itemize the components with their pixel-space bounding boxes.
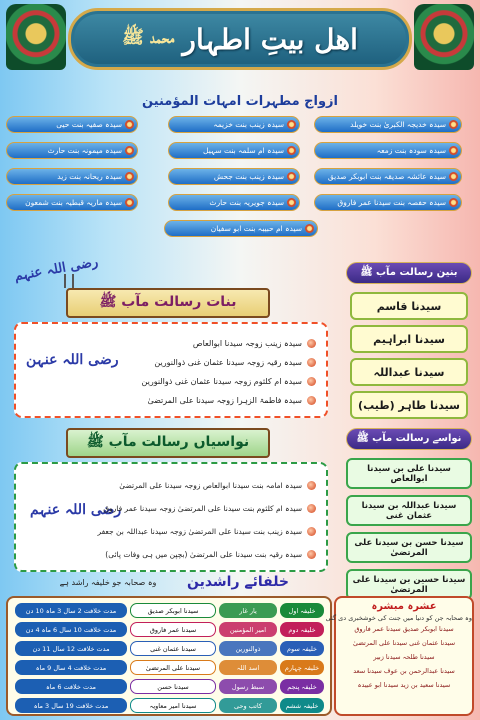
daughter-name: سیدہ ام کلثوم زوجہ سیدنا عثمان غنی ذوالنورین — [141, 377, 302, 386]
bullet-icon — [449, 120, 458, 129]
wife-name: سیدہ میمونہ بنت حارث — [47, 146, 122, 155]
daughter-name: سیدہ زینب زوجہ سیدنا ابوالعاص — [192, 339, 302, 348]
daughter-item — [106, 372, 316, 391]
wives-grid — [0, 116, 480, 276]
wife-name: سیدہ سودہ بنت زمعہ — [376, 146, 446, 155]
bullet-icon — [125, 198, 134, 207]
wife-item — [168, 194, 300, 211]
bullet-icon — [449, 198, 458, 207]
grandsons-list — [346, 458, 472, 606]
page-title: اهل بیتِ اطہار — [182, 22, 358, 56]
bullet-icon — [307, 396, 316, 405]
wife-name: سیدہ زینب بنت جحش — [213, 172, 284, 181]
son-card: سیدنا طاہر (طیب) — [350, 391, 468, 419]
daughter-item — [106, 334, 316, 353]
granddaughter-item — [76, 474, 316, 497]
khulafa-rank: خلیفہ دوم — [280, 622, 324, 637]
bullet-icon — [307, 339, 316, 348]
bullet-icon — [287, 172, 296, 181]
daughter-name: سیدہ رقیہ زوجہ سیدنا عثمان غنی ذوالنورین — [154, 358, 302, 367]
khulafa-title: خلفائے راشدین — [186, 574, 290, 590]
wife-item — [6, 194, 138, 211]
wife-item — [6, 116, 138, 133]
ashra-line: سیدنا ابوبکر صدیق سیدنا عمر فاروق — [354, 625, 454, 633]
son-card: سیدنا عبداللہ — [350, 358, 468, 386]
ashra-line: سیدنا طلحہ سیدنا زبیر — [373, 653, 435, 661]
wife-name: سیدہ ماریہ قبطیہ بنت شمعون — [25, 198, 122, 207]
bullet-icon — [449, 146, 458, 155]
wife-item — [6, 142, 138, 159]
wife-item — [164, 220, 318, 237]
daughter-item — [106, 391, 316, 410]
khulafa-row — [10, 621, 324, 638]
bullet-icon — [307, 481, 316, 490]
calligraphy-1: رضی اللہ عنہم — [13, 254, 100, 285]
subtitle: ازواج مطہرات امہات المؤمنین — [142, 94, 338, 109]
khulafa-name: سیدنا ابوبکر صدیق — [130, 603, 216, 618]
bullet-icon — [287, 198, 296, 207]
ashra-line: سیدنا عبدالرحمن بن عوف سیدنا سعد — [353, 667, 455, 675]
grandson-card: سیدنا حسن بن سیدنا علی المرتضیٰ — [346, 532, 472, 563]
daughter-item — [106, 353, 316, 372]
khulafa-name: سیدنا امیر معاویہ — [130, 698, 216, 713]
khulafa-term: مدت خلافت 12 سال 11 دن — [15, 641, 127, 656]
bullet-icon — [307, 358, 316, 367]
khulafa-row — [10, 697, 324, 714]
bullet-icon — [287, 146, 296, 155]
khulafa-rank: خلیفہ اول — [280, 603, 324, 618]
bullet-icon — [125, 120, 134, 129]
granddaughters-list — [76, 474, 316, 566]
granddaughter-item — [76, 497, 316, 520]
daughter-name: سیدہ فاطمۃ الزہرا زوجہ سیدنا علی المرتضیٰ — [147, 396, 302, 405]
khulafa-title: کاتب وحی — [219, 698, 277, 713]
khulafa-rank: خلیفہ پنجم — [280, 679, 324, 694]
granddaughter-name: سیدہ ام کلثوم بنت سیدنا علی المرتضیٰ زوجہ سیدنا عمر فاروق — [103, 504, 302, 513]
wife-name: سیدہ صفیہ بنت حیی — [56, 120, 122, 129]
grandson-card: سیدنا علی بن سیدنا ابوالعاص — [346, 458, 472, 489]
khulafa-list — [10, 602, 324, 716]
wife-item — [314, 168, 462, 185]
seal-text: محمد ﷺ — [122, 27, 175, 48]
wife-name: سیدہ زینب بنت خزیمہ — [213, 120, 284, 129]
bullet-icon — [307, 377, 316, 386]
ashra-list — [336, 625, 472, 689]
ashra-line: سیدنا عثمان غنی سیدنا علی المرتضیٰ — [352, 639, 456, 647]
bullet-icon — [307, 527, 316, 536]
khulafa-name: سیدنا عثمان غنی — [130, 641, 216, 656]
granddaughter-item — [76, 543, 316, 566]
khulafa-row — [10, 659, 324, 676]
khulafa-term: مدت خلافت 19 سال 3 ماہ — [15, 698, 127, 713]
son-card: سیدنا قاسم — [350, 292, 468, 320]
wife-name: سیدہ حفصہ بنت سیدنا عمر فاروق — [337, 198, 446, 207]
ornament-right-icon — [414, 4, 474, 70]
son-card: سیدنا ابراہیم — [350, 325, 468, 353]
bullet-icon — [125, 146, 134, 155]
hanger-icon — [64, 274, 74, 288]
khulafa-name: سیدنا عمر فاروق — [130, 622, 216, 637]
khulafa-rank: خلیفہ سوم — [280, 641, 324, 656]
calligraphy-2: رضی اللہ عنہن — [26, 352, 119, 368]
daughters-box — [14, 322, 328, 418]
sons-title: بنین رسالت مآب ﷺ — [346, 262, 472, 284]
wife-name: سیدہ عائشہ صدیقہ بنت ابوبکر صدیق — [327, 172, 446, 181]
khulafa-title: امیر المؤمنین — [219, 622, 277, 637]
bullet-icon — [287, 120, 296, 129]
ashra-intro: وہ صحابہ جن کو دنیا میں جنت کی خوشخبری دی گئی — [325, 614, 472, 622]
wife-item — [314, 194, 462, 211]
ornament-left-icon — [6, 4, 66, 70]
khulafa-name: سیدنا حسن — [130, 679, 216, 694]
bullet-icon — [307, 504, 316, 513]
khulafa-note: وہ صحابہ جو خلیفہ راشد ہے — [59, 578, 157, 587]
khulafa-term: مدت خلافت 6 ماہ — [15, 679, 127, 694]
wife-item — [314, 142, 462, 159]
bullet-icon — [305, 224, 314, 233]
granddaughter-name: سیدہ زینب بنت سیدنا علی المرتضیٰ زوجہ سیدنا عبداللہ بن جعفر — [97, 527, 302, 536]
wife-name: سیدہ ام سلمہ بنت سہیل — [203, 146, 284, 155]
ashra-panel — [325, 596, 474, 716]
daughters-list — [106, 334, 316, 410]
grandsons-title: نواسے رسالت مآب ﷺ — [346, 428, 472, 450]
granddaughters-banner: نواسیاں رسالت مآب ﷺ — [66, 428, 270, 458]
khulafa-row — [10, 602, 324, 619]
wife-item — [168, 116, 300, 133]
wife-item — [168, 142, 300, 159]
khulafa-row — [10, 640, 324, 657]
khulafa-title: اسد اللہ — [219, 660, 277, 675]
khulafa-panel — [6, 596, 332, 716]
khulafa-title: یار غار — [219, 603, 277, 618]
khulafa-rank: خلیفہ ششم — [280, 698, 324, 713]
wife-name: سیدہ ام حبیبہ بنت ابو سفیان — [210, 224, 302, 233]
wife-name: سیدہ ریحانہ بنت زید — [57, 172, 122, 181]
calligraphy-3: رضی اللہ عنہم — [30, 502, 122, 518]
daughters-banner: بنات رسالت مآب ﷺ — [66, 288, 270, 318]
khulafa-term: مدت خلافت 4 سال 9 ماہ — [15, 660, 127, 675]
khulafa-title: ذوالنورین — [219, 641, 277, 656]
khulafa-term: مدت خلافت 2 سال 3 ماہ 10 دن — [15, 603, 127, 618]
khulafa-term: مدت خلافت 10 سال 6 ماہ 4 دن — [15, 622, 127, 637]
bullet-icon — [307, 550, 316, 559]
bullet-icon — [125, 172, 134, 181]
grandson-card: سیدنا عبداللہ بن سیدنا عثمان غنی — [346, 495, 472, 526]
grandson-card: سیدنا حسین بن سیدنا علی المرتضیٰ — [346, 569, 472, 600]
wife-name: سیدہ جویریہ بنت حارث — [209, 198, 284, 207]
ashra-line: سیدنا سعید بن زید سیدنا ابو عبیدہ — [357, 681, 451, 689]
khulafa-row — [10, 678, 324, 695]
wife-item — [314, 116, 462, 133]
sons-list — [350, 292, 468, 424]
bullet-icon — [449, 172, 458, 181]
granddaughter-name: سیدہ امامہ بنت سیدنا ابوالعاص زوجہ سیدنا علی المرتضیٰ — [119, 481, 302, 490]
granddaughter-item — [76, 520, 316, 543]
khulafa-name: سیدنا علی المرتضیٰ — [130, 660, 216, 675]
wife-item — [168, 168, 300, 185]
khulafa-title: سبط رسول — [219, 679, 277, 694]
granddaughters-box — [14, 462, 328, 572]
granddaughter-name: سیدہ رقیہ بنت سیدنا علی المرتضیٰ (بچپن میں ہی وفات پائی) — [105, 550, 302, 559]
wife-item — [6, 168, 138, 185]
khulafa-rank: خلیفہ چہارم — [280, 660, 324, 675]
title-plaque — [68, 8, 412, 70]
wife-name: سیدہ خدیجہ الکبریٰ بنت خویلد — [350, 120, 446, 129]
ashra-title: عشرہ مبشرہ — [371, 601, 437, 612]
